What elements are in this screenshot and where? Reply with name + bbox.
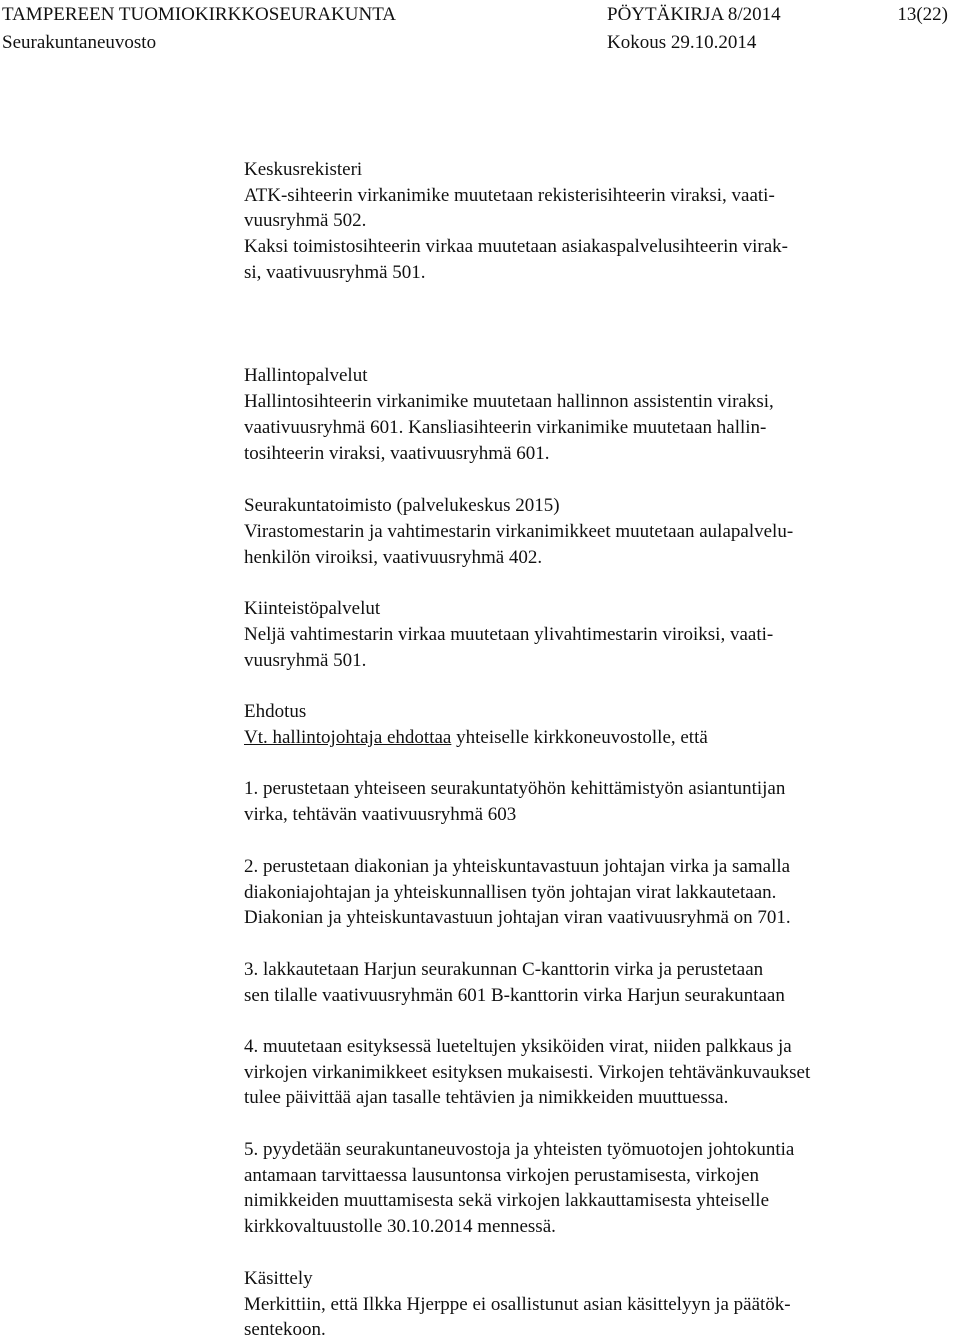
paragraph-line: ATK-sihteerin virkanimike muutetaan rekisterisihteerin viraksi, vaati- (244, 185, 775, 206)
proposal-item-2: 2. perustetaan diakonian ja yhteiskuntavastuun johtajan virka ja samalla (244, 856, 791, 877)
meeting-date: Kokous 29.10.2014 (607, 32, 757, 53)
document-title: PÖYTÄKIRJA 8/2014 (607, 4, 781, 25)
section-heading-seurakuntatoimisto: Seurakuntatoimisto (palvelukeskus 2015) (244, 495, 560, 516)
section-heading-hallintopalvelut: Hallintopalvelut (244, 365, 368, 386)
paragraph-line: vuusryhmä 501. (244, 650, 367, 671)
proposal-item-3: 3. lakkautetaan Harjun seurakunnan C-kanttorin virka ja perustetaan (244, 959, 764, 980)
proposal-item-4-cont: virkojen virkanimikkeet esityksen mukaisesti. Virkojen tehtävänkuvaukset (244, 1062, 811, 1083)
paragraph-line: si, vaativuusryhmä 501. (244, 262, 426, 283)
paragraph-line: vaativuusryhmä 601. Kansliasihteerin virkanimike muutetaan hallin- (244, 417, 767, 438)
paragraph-line: henkilön viroiksi, vaativuusryhmä 402. (244, 547, 543, 568)
proposal-item-2-cont: Diakonian ja yhteiskuntavastuun johtajan viran vaativuusryhmä on 701. (244, 907, 791, 928)
page-number: 13(22) (897, 4, 948, 25)
section-heading-kasittely: Käsittely (244, 1268, 313, 1289)
section-heading-ehdotus: Ehdotus (244, 701, 307, 722)
organization-name: TAMPEREEN TUOMIOKIRKKOSEURAKUNTA (2, 4, 397, 25)
section-heading-keskusrekisteri: Keskusrekisteri (244, 159, 363, 180)
paragraph-line: vuusryhmä 502. (244, 210, 367, 231)
proposal-item-2-cont: diakoniajohtajan ja yhteiskunnallisen työn johtajan virat lakkautetaan. (244, 882, 777, 903)
paragraph-line: tosihteerin viraksi, vaativuusryhmä 601. (244, 443, 550, 464)
proposal-item-5-cont: antamaan tarvittaessa lausuntonsa virkojen perustamisesta, virkojen (244, 1165, 759, 1186)
proposal-item-1-cont: virka, tehtävän vaativuusryhmä 603 (244, 804, 517, 825)
proposal-item-5-cont: nimikkeiden muuttamisesta sekä virkojen lakkauttamisesta yhteiselle (244, 1190, 770, 1211)
proposer-underlined: Vt. hallintojohtaja ehdottaa (244, 727, 452, 748)
proposal-item-4-cont: tulee päivittää ajan tasalle tehtävien ja nimikkeiden muuttuessa. (244, 1087, 729, 1108)
paragraph-line: Neljä vahtimestarin virkaa muutetaan ylivahtimestarin viroiksi, vaati- (244, 624, 774, 645)
proposal-item-1: 1. perustetaan yhteiseen seurakuntatyöhön kehittämistyön asiantuntijan (244, 778, 786, 799)
proposal-item-5: 5. pyydetään seurakuntaneuvostoja ja yhteisten työmuotojen johtokuntia (244, 1139, 795, 1160)
paragraph-line: sentekoon. (244, 1319, 326, 1340)
proposal-item-5-cont: kirkkovaltuustolle 30.10.2014 mennessä. (244, 1216, 556, 1237)
proposal-item-4: 4. muutetaan esityksessä lueteltujen yksiköiden virat, niiden palkkaus ja (244, 1036, 792, 1057)
paragraph-line: Merkittiin, että Ilkka Hjerppe ei osallistunut asian käsittelyyn ja päätök- (244, 1294, 791, 1315)
proposal-intro-rest: yhteiselle kirkkoneuvostolle, että (451, 727, 708, 748)
section-heading-kiinteistopalvelut: Kiinteistöpalvelut (244, 598, 381, 619)
board-name: Seurakuntaneuvosto (2, 32, 157, 53)
proposal-intro (244, 726, 708, 750)
proposal-item-3-cont: sen tilalle vaativuusryhmän 601 B-kanttorin virka Harjun seurakuntaan (244, 985, 785, 1006)
paragraph-line: Hallintosihteerin virkanimike muutetaan hallinnon assistentin viraksi, (244, 391, 774, 412)
paragraph-line: Kaksi toimistosihteerin virkaa muutetaan asiakaspalvelusihteerin virak- (244, 236, 788, 257)
paragraph-line: Virastomestarin ja vahtimestarin virkanimikkeet muutetaan aulapalvelu- (244, 521, 794, 542)
